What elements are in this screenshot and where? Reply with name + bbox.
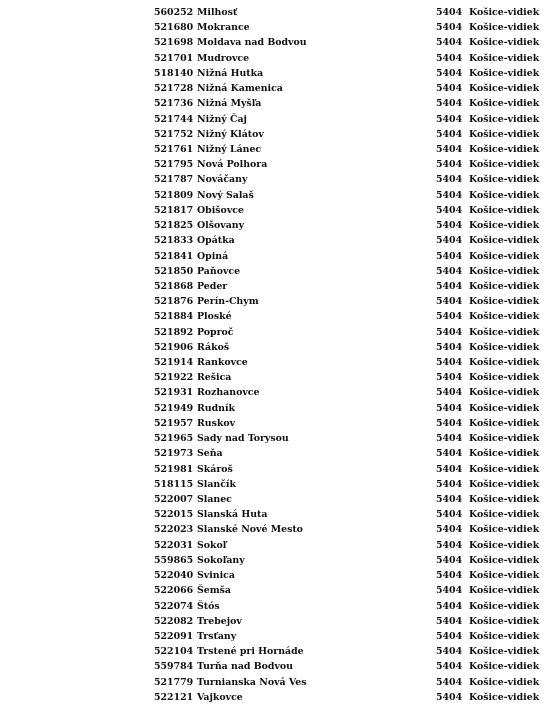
district-code: 5404 (436, 159, 463, 171)
municipality-name: Slanec (197, 494, 232, 505)
district-code: 5404 (436, 615, 463, 627)
district-code: 5404 (436, 357, 463, 369)
municipality-code: 521965 (154, 433, 194, 445)
district-code: 5404 (436, 494, 463, 505)
municipality-name: Milhosť (197, 7, 238, 18)
district-name: Košice-vidiek (469, 539, 540, 551)
municipality-name: Nižná Hutka (197, 67, 264, 79)
district-name: Košice-vidiek (469, 600, 540, 612)
municipality-name: Turňa nad Bodvou (197, 661, 293, 673)
district-name: Košice-vidiek (469, 417, 540, 429)
municipality-name: Skároš (197, 463, 233, 475)
district-code: 5404 (436, 448, 463, 460)
district-code: 5404 (436, 98, 463, 110)
district-code: 5404 (436, 113, 463, 125)
district-code: 5404 (436, 128, 463, 140)
district-code: 5404 (436, 661, 463, 673)
district-name: Košice-vidiek (469, 478, 540, 490)
district-name: Košice-vidiek (469, 448, 540, 460)
municipality-name: Svinica (197, 570, 235, 582)
district-code: 5404 (436, 7, 463, 18)
municipality-code: 521833 (154, 235, 194, 247)
municipality-code: 521736 (154, 98, 194, 110)
district-name: Košice-vidiek (469, 174, 540, 186)
municipality-code: 521841 (154, 250, 194, 262)
district-code: 5404 (436, 22, 463, 34)
municipality-list (0, 5, 560, 705)
district-name: Košice-vidiek (469, 52, 540, 64)
municipality-code: 521809 (154, 189, 194, 201)
district-code: 5404 (436, 174, 463, 186)
municipality-name: Rankovce (197, 357, 248, 369)
district-code: 5404 (436, 387, 463, 399)
list-row (0, 644, 560, 659)
district-name: Košice-vidiek (469, 463, 540, 475)
list-row (0, 66, 560, 81)
municipality-name: Štós (197, 600, 220, 612)
list-row (0, 690, 560, 705)
list-row (0, 340, 560, 355)
district-code: 5404 (436, 265, 463, 277)
list-row (0, 20, 560, 35)
district-name: Košice-vidiek (469, 143, 540, 155)
district-code: 5404 (436, 52, 463, 64)
list-row (0, 188, 560, 203)
list-row (0, 507, 560, 522)
municipality-code: 521761 (154, 143, 194, 155)
district-code: 5404 (436, 463, 463, 475)
district-name: Košice-vidiek (469, 509, 540, 521)
district-code: 5404 (436, 570, 463, 582)
list-row (0, 431, 560, 446)
list-row (0, 294, 560, 309)
municipality-code: 521698 (154, 37, 194, 49)
municipality-code: 521949 (154, 402, 194, 414)
list-row (0, 568, 560, 583)
district-code: 5404 (436, 402, 463, 414)
list-row (0, 309, 560, 324)
list-row (0, 96, 560, 111)
municipality-name: Obišovce (197, 204, 244, 216)
district-code: 5404 (436, 235, 463, 247)
municipality-name: Rákoš (197, 341, 230, 353)
list-row (0, 203, 560, 218)
list-row (0, 462, 560, 477)
municipality-code: 521752 (154, 128, 194, 140)
district-code: 5404 (436, 676, 463, 688)
district-name: Košice-vidiek (469, 691, 540, 703)
list-row (0, 5, 560, 20)
district-name: Košice-vidiek (469, 524, 540, 536)
municipality-code: 521931 (154, 387, 194, 399)
municipality-name: Mokrance (197, 22, 250, 34)
municipality-code: 521973 (154, 448, 194, 460)
district-name: Košice-vidiek (469, 387, 540, 399)
municipality-name: Sady nad Torysou (197, 433, 289, 445)
list-row (0, 142, 560, 157)
district-code: 5404 (436, 67, 463, 79)
district-name: Košice-vidiek (469, 128, 540, 140)
district-name: Košice-vidiek (469, 265, 540, 277)
municipality-name: Slanská Huta (197, 509, 268, 521)
municipality-name: Nižný Lánec (197, 143, 262, 155)
municipality-code: 521868 (154, 280, 194, 292)
municipality-name: Seňa (197, 448, 223, 460)
municipality-name: Nováčany (197, 174, 248, 186)
municipality-code: 522031 (154, 539, 194, 551)
municipality-code: 521876 (154, 296, 194, 308)
municipality-name: Paňovce (197, 265, 241, 277)
district-name: Košice-vidiek (469, 204, 540, 216)
list-row (0, 81, 560, 96)
district-name: Košice-vidiek (469, 570, 540, 582)
district-code: 5404 (436, 189, 463, 201)
municipality-name: Nižná Kamenica (197, 83, 283, 95)
district-name: Košice-vidiek (469, 402, 540, 414)
list-row (0, 385, 560, 400)
district-code: 5404 (436, 311, 463, 323)
district-code: 5404 (436, 691, 463, 703)
district-code: 5404 (436, 539, 463, 551)
municipality-code: 521850 (154, 265, 194, 277)
district-code: 5404 (436, 478, 463, 490)
list-row (0, 355, 560, 370)
municipality-code: 522082 (154, 615, 194, 627)
district-code: 5404 (436, 83, 463, 95)
list-row (0, 446, 560, 461)
district-code: 5404 (436, 585, 463, 597)
list-row (0, 492, 560, 507)
district-name: Košice-vidiek (469, 372, 540, 384)
municipality-name: Nižný Klátov (197, 128, 264, 140)
list-row (0, 127, 560, 142)
district-name: Košice-vidiek (469, 113, 540, 125)
municipality-name: Peder (197, 280, 228, 292)
district-code: 5404 (436, 37, 463, 49)
municipality-code: 522121 (154, 691, 194, 703)
list-row (0, 370, 560, 385)
district-name: Košice-vidiek (469, 22, 540, 34)
list-row (0, 599, 560, 614)
list-row (0, 583, 560, 598)
list-row (0, 659, 560, 674)
district-name: Košice-vidiek (469, 67, 540, 79)
district-name: Košice-vidiek (469, 676, 540, 688)
municipality-code: 521787 (154, 174, 194, 186)
list-row (0, 401, 560, 416)
municipality-name: Perín-Chym (197, 296, 259, 308)
district-name: Košice-vidiek (469, 357, 540, 369)
district-code: 5404 (436, 646, 463, 658)
municipality-code: 521779 (154, 676, 194, 688)
list-row (0, 233, 560, 248)
municipality-code: 559784 (154, 661, 194, 673)
municipality-code: 518115 (154, 478, 194, 490)
municipality-name: Trstené pri Hornáde (197, 646, 304, 658)
district-code: 5404 (436, 509, 463, 521)
list-row (0, 325, 560, 340)
municipality-code: 521957 (154, 417, 194, 429)
district-name: Košice-vidiek (469, 250, 540, 262)
municipality-name: Nižný Čaj (197, 113, 247, 125)
list-row (0, 629, 560, 644)
municipality-name: Nová Polhora (197, 159, 268, 171)
municipality-name: Trsťany (197, 630, 237, 642)
district-name: Košice-vidiek (469, 159, 540, 171)
municipality-code: 522066 (154, 585, 194, 597)
municipality-code: 521701 (154, 52, 194, 64)
district-name: Košice-vidiek (469, 494, 540, 505)
municipality-code: 522091 (154, 630, 194, 642)
municipality-name: Rešica (197, 372, 232, 384)
municipality-code: 521744 (154, 113, 194, 125)
district-name: Košice-vidiek (469, 37, 540, 49)
municipality-code: 521884 (154, 311, 194, 323)
municipality-name: Mudrovce (197, 52, 250, 64)
list-row (0, 112, 560, 127)
municipality-name: Slanské Nové Mesto (197, 524, 303, 536)
list-row (0, 675, 560, 690)
municipality-name: Slančík (197, 478, 236, 490)
district-code: 5404 (436, 296, 463, 308)
district-name: Košice-vidiek (469, 235, 540, 247)
district-name: Košice-vidiek (469, 554, 540, 566)
municipality-name: Rudník (197, 402, 236, 414)
municipality-code: 521892 (154, 326, 194, 338)
municipality-code: 521825 (154, 220, 194, 232)
municipality-code: 559865 (154, 554, 194, 566)
municipality-name: Vajkovce (197, 691, 243, 703)
district-name: Košice-vidiek (469, 585, 540, 597)
municipality-name: Trebejov (197, 615, 242, 627)
district-name: Košice-vidiek (469, 98, 540, 110)
district-code: 5404 (436, 341, 463, 353)
district-name: Košice-vidiek (469, 311, 540, 323)
list-row (0, 416, 560, 431)
list-row (0, 279, 560, 294)
district-name: Košice-vidiek (469, 433, 540, 445)
list-row (0, 538, 560, 553)
municipality-name: Šemša (197, 585, 232, 597)
municipality-name: Olšovany (197, 220, 245, 232)
district-name: Košice-vidiek (469, 326, 540, 338)
municipality-code: 521680 (154, 22, 194, 34)
district-name: Košice-vidiek (469, 280, 540, 292)
municipality-name: Rozhanovce (197, 387, 260, 399)
municipality-code: 522023 (154, 524, 194, 536)
district-name: Košice-vidiek (469, 296, 540, 308)
district-code: 5404 (436, 204, 463, 216)
district-code: 5404 (436, 417, 463, 429)
district-code: 5404 (436, 630, 463, 642)
district-name: Košice-vidiek (469, 220, 540, 232)
district-code: 5404 (436, 143, 463, 155)
municipality-code: 518140 (154, 67, 194, 79)
district-name: Košice-vidiek (469, 615, 540, 627)
municipality-code: 521728 (154, 83, 194, 95)
district-name: Košice-vidiek (469, 341, 540, 353)
list-row (0, 51, 560, 66)
list-row (0, 157, 560, 172)
municipality-name: Opiná (197, 250, 229, 262)
municipality-code: 522015 (154, 509, 194, 521)
municipality-code: 521817 (154, 204, 194, 216)
municipality-code: 522040 (154, 570, 194, 582)
municipality-name: Moldava nad Bodvou (197, 37, 307, 49)
district-code: 5404 (436, 326, 463, 338)
list-row (0, 264, 560, 279)
municipality-name: Poproč (197, 326, 234, 338)
municipality-name: Turnianska Nová Ves (197, 676, 307, 688)
municipality-name: Nižná Myšľa (197, 98, 262, 110)
municipality-code: 522007 (154, 494, 194, 505)
district-code: 5404 (436, 524, 463, 536)
district-name: Košice-vidiek (469, 7, 540, 18)
list-row (0, 172, 560, 187)
municipality-name: Ruskov (197, 417, 236, 429)
municipality-code: 522104 (154, 646, 194, 658)
municipality-code: 560252 (154, 7, 194, 18)
municipality-name: Ploské (197, 311, 232, 323)
list-row (0, 614, 560, 629)
list-row (0, 477, 560, 492)
list-row (0, 553, 560, 568)
district-name: Košice-vidiek (469, 630, 540, 642)
district-code: 5404 (436, 554, 463, 566)
list-row (0, 218, 560, 233)
municipality-name: Nový Salaš (197, 189, 254, 201)
municipality-code: 521795 (154, 159, 194, 171)
district-name: Košice-vidiek (469, 646, 540, 658)
municipality-code: 521914 (154, 357, 194, 369)
district-name: Košice-vidiek (469, 83, 540, 95)
district-code: 5404 (436, 372, 463, 384)
list-row (0, 35, 560, 50)
district-code: 5404 (436, 250, 463, 262)
municipality-code: 522074 (154, 600, 194, 612)
list-row (0, 249, 560, 264)
district-name: Košice-vidiek (469, 661, 540, 673)
municipality-name: Sokoľany (197, 554, 245, 566)
municipality-name: Opátka (197, 235, 235, 247)
municipality-code: 521906 (154, 341, 194, 353)
district-name: Košice-vidiek (469, 189, 540, 201)
district-code: 5404 (436, 600, 463, 612)
district-code: 5404 (436, 220, 463, 232)
district-code: 5404 (436, 280, 463, 292)
district-code: 5404 (436, 433, 463, 445)
list-row (0, 522, 560, 537)
municipality-name: Sokoľ (197, 539, 227, 551)
municipality-code: 521981 (154, 463, 194, 475)
municipality-code: 521922 (154, 372, 194, 384)
